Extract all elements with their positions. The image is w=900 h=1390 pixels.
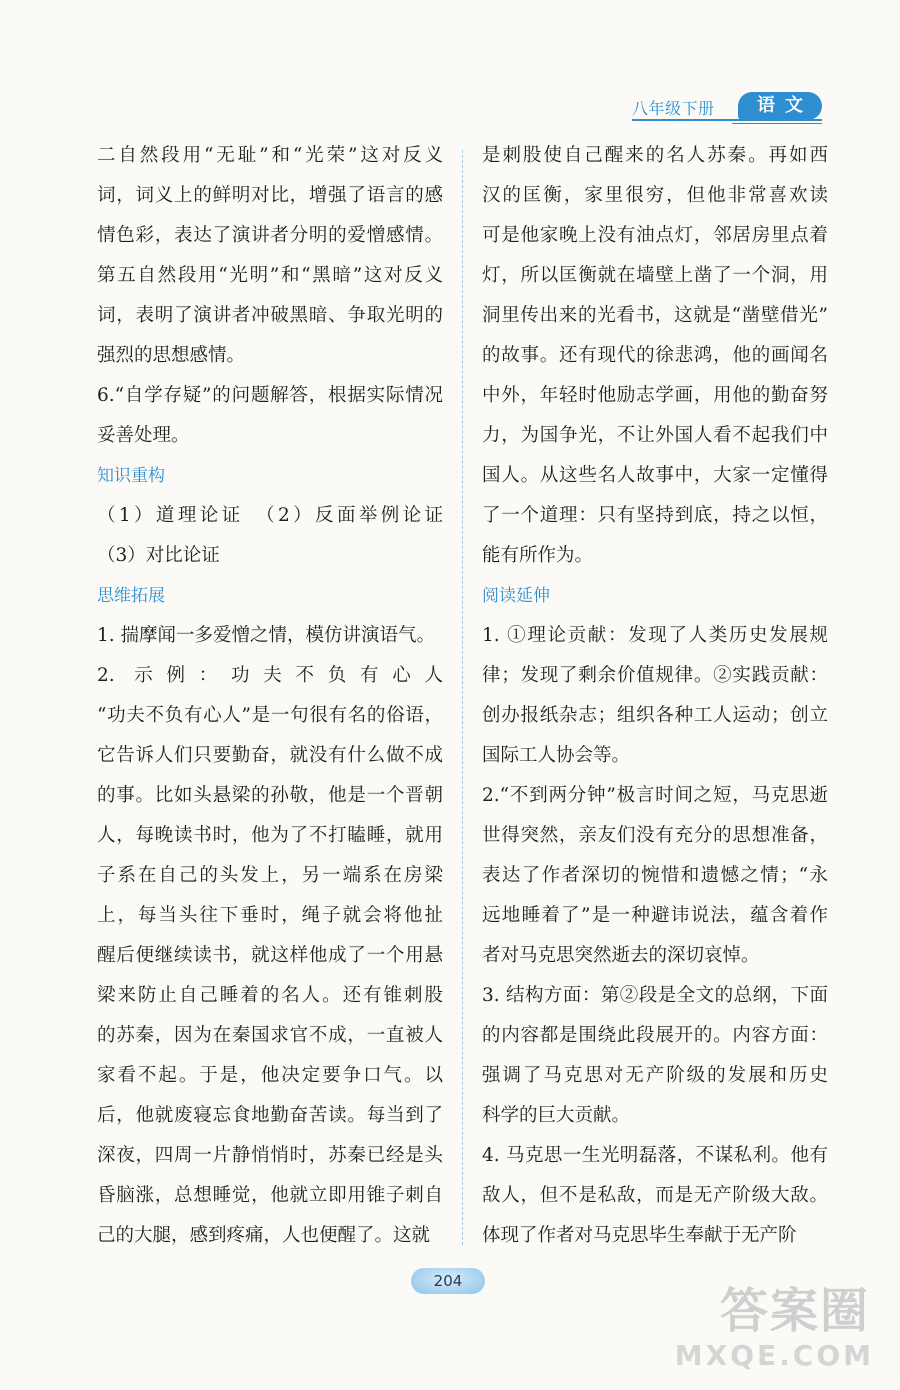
section-heading: 思维拓展 xyxy=(97,586,165,606)
text-line: 它告诉人们只要勤奋，就没有什么做不成 xyxy=(97,745,443,766)
text-line: 科学的巨大贡献。 xyxy=(482,1105,631,1126)
text-line: 创办报纸杂志；组织各种工人运动；创立 xyxy=(482,705,828,726)
page-number: 204 xyxy=(411,1268,485,1294)
text-line: 2.“不到两分钟”极言时间之短，马克思逝 xyxy=(482,785,828,806)
text-line: （1）道理论证 （2）反面举例论证 xyxy=(97,505,443,526)
text-line: 体现了作者对马克思毕生奉献于无产阶 xyxy=(482,1225,797,1246)
text-line: 敌人，但不是私敌，而是无产阶级大敌。 xyxy=(482,1185,828,1206)
watermark-logo xyxy=(674,1272,884,1372)
text-line: 词，词义上的鲜明对比，增强了语言的感 xyxy=(97,185,443,206)
column-divider xyxy=(462,150,463,1245)
text-line: 二自然段用“无耻”和“光荣”这对反义 xyxy=(97,145,443,166)
text-line: 者对马克思突然逝去的深切哀悼。 xyxy=(482,945,760,966)
text-line: 强调了马克思对无产阶级的发展和历史 xyxy=(482,1065,828,1086)
text-line: 3. 结构方面：第②段是全文的总纲，下面 xyxy=(482,985,828,1006)
right-column xyxy=(482,136,828,1256)
header-rule-thin xyxy=(732,123,822,124)
text-line: 深夜，四周一片静悄悄时，苏秦已经是头 xyxy=(97,1145,443,1166)
text-line: 的故事。还有现代的徐悲鸿，他的画闻名 xyxy=(482,345,828,366)
header-rule xyxy=(632,119,822,121)
text-line: 人，每晚读书时，他为了不打瞌睡，就用 xyxy=(97,825,443,846)
text-line: 的苏秦，因为在秦国求官不成，一直被人 xyxy=(97,1025,443,1046)
text-line: 6.“自学存疑”的问题解答，根据实际情况 xyxy=(97,385,443,406)
text-line: 中外，年轻时他励志学画，用他的勤奋努 xyxy=(482,385,828,406)
text-line: “功夫不负有心人”是一句很有名的俗语， xyxy=(97,705,443,726)
text-line: 强烈的思想感情。 xyxy=(97,345,246,366)
text-line: 第五自然段用“光明”和“黑暗”这对反义 xyxy=(97,265,443,286)
left-column xyxy=(97,136,443,1256)
watermark-site-text: MXQE.COM xyxy=(674,1339,874,1372)
watermark-main-text: 答案圈 xyxy=(719,1283,870,1339)
text-line: 4. 马克思一生光明磊落，不谋私利。他有 xyxy=(482,1145,828,1166)
text-line: 1. 揣摩闻一多爱憎之情，模仿讲演语气。 xyxy=(97,625,436,646)
page-header xyxy=(632,92,822,126)
text-line: 了一个道理：只有坚持到底，持之以恒， xyxy=(482,505,828,526)
text-line: 梁来防止自己睡着的名人。还有锥刺股 xyxy=(97,985,443,1006)
text-line: 国际工人协会等。 xyxy=(482,745,631,766)
text-line: 2. 示例：功夫不负有心人 xyxy=(97,665,443,686)
text-line: 表达了作者深切的惋惜和遗憾之情；“永 xyxy=(482,865,828,886)
text-line: 上，每当头往下垂时，绳子就会将他扯 xyxy=(97,905,443,926)
text-line: 律；发现了剩余价值规律。②实践贡献： xyxy=(482,665,828,686)
text-line: 远地睡着了”是一种避讳说法，蕴含着作 xyxy=(482,905,828,926)
section-heading: 阅读延伸 xyxy=(482,586,550,606)
text-line: 妥善处理。 xyxy=(97,425,190,446)
text-line: 是刺股使自己醒来的名人苏秦。再如西 xyxy=(482,145,828,166)
subject-badge: 语文 xyxy=(738,92,822,120)
text-line: （3）对比论证 xyxy=(97,545,220,566)
text-line: 己的大腿，感到疼痛，人也便醒了。这就 xyxy=(97,1225,431,1246)
text-line: 力，为国争光，不让外国人看不起我们中 xyxy=(482,425,828,446)
text-line: 后，他就废寝忘食地勤奋苦读。每当到了 xyxy=(97,1105,443,1126)
text-line: 灯，所以匡衡就在墙壁上凿了一个洞，用 xyxy=(482,265,828,286)
text-line: 家看不起。于是，他决定要争口气。以 xyxy=(97,1065,443,1086)
text-line: 国人。从这些名人故事中，大家一定懂得 xyxy=(482,465,828,486)
text-line: 汉的匡衡，家里很穷，但他非常喜欢读 xyxy=(482,185,828,206)
text-line: 醒后便继续读书，就这样他成了一个用悬 xyxy=(97,945,443,966)
text-line: 词，表明了演讲者冲破黑暗、争取光明的 xyxy=(97,305,443,326)
text-line: 能有所作为。 xyxy=(482,545,594,566)
text-line: 的事。比如头悬梁的孙敬，他是一个晋朝 xyxy=(97,785,443,806)
grade-label: 八年级下册 xyxy=(632,99,715,118)
text-line: 情色彩，表达了演讲者分明的爱憎感情。 xyxy=(97,225,443,246)
text-line: 可是他家晚上没有油点灯，邻居房里点着 xyxy=(482,225,828,246)
text-line: 的内容都是围绕此段展开的。内容方面： xyxy=(482,1025,828,1046)
text-line: 世得突然，亲友们没有充分的思想准备， xyxy=(482,825,828,846)
text-line: 子系在自己的头发上，另一端系在房梁 xyxy=(97,865,443,886)
text-line: 昏脑涨，总想睡觉，他就立即用锥子刺自 xyxy=(97,1185,443,1206)
text-line: 1. ①理论贡献：发现了人类历史发展规 xyxy=(482,625,828,646)
section-heading: 知识重构 xyxy=(97,466,165,486)
text-line: 洞里传出来的光看书，这就是“凿壁借光” xyxy=(482,305,828,326)
